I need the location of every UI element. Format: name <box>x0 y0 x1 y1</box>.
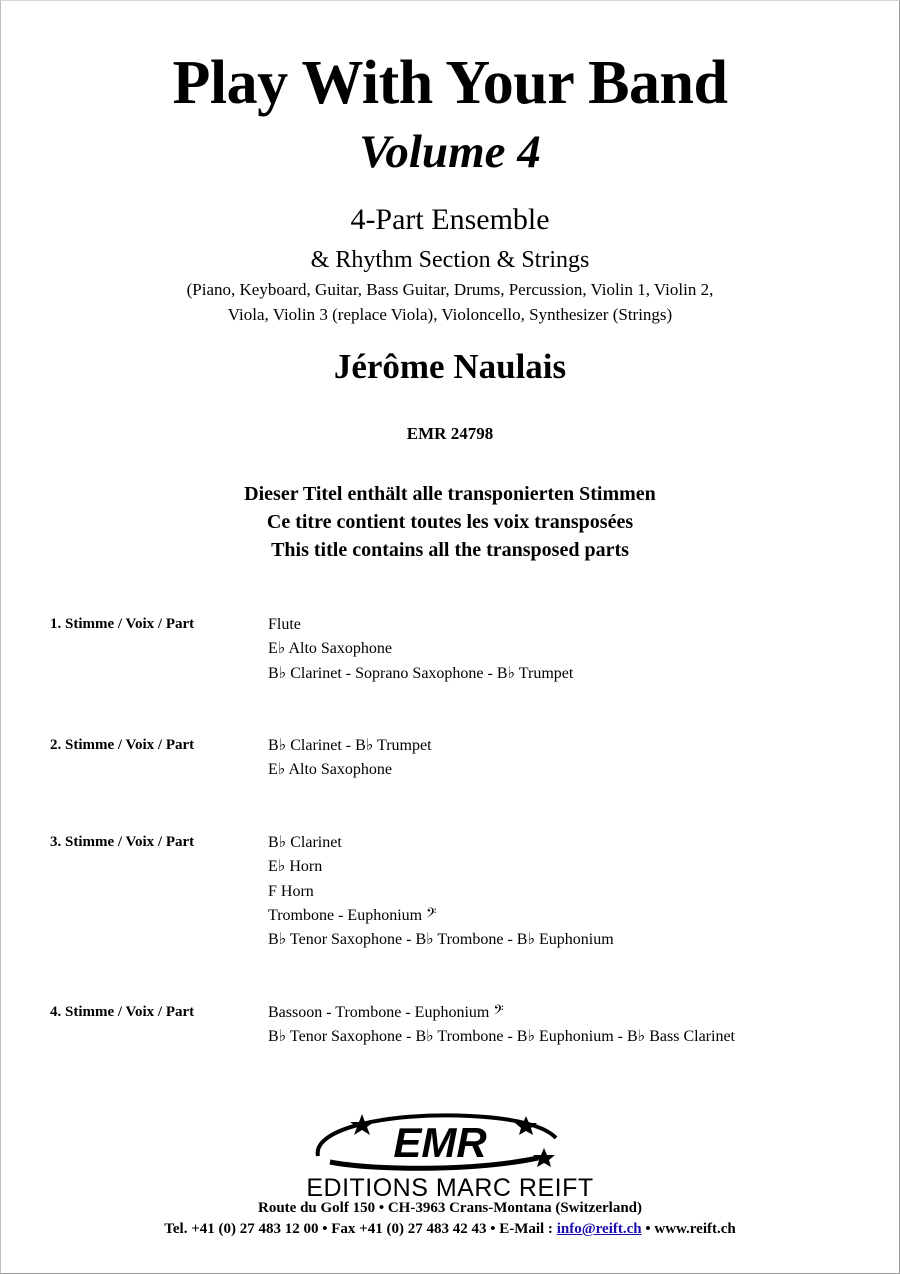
transposition-note-en: This title contains all the transposed parts <box>271 539 629 561</box>
composer-name: Jérôme Naulais <box>333 347 567 386</box>
part-2-instruments <box>268 734 432 783</box>
volume-subtitle: Volume 4 <box>359 126 541 178</box>
part-1-instruments <box>268 613 573 686</box>
publisher-address: Route du Golf 150 • CH-3963 Crans-Montana (Switzerland) <box>258 1200 642 1216</box>
part-instrument: Flute <box>268 616 301 633</box>
part-instrument: B♭ Clarinet - B♭ Trumpet <box>268 737 432 754</box>
rhythm-section-note: & Rhythm Section & Strings <box>310 247 590 273</box>
instrument-list-line-2: Viola, Violin 3 (replace Viola), Violoncello, Synthesizer (Strings) <box>227 305 673 324</box>
emr-logo-graphic <box>300 1108 580 1178</box>
star-icon <box>350 1114 374 1135</box>
emr-logo <box>300 1108 580 1178</box>
page-title: Play With Your Band <box>172 49 728 117</box>
part-instrument: Bassoon - Trombone - Euphonium 𝄢 <box>268 1004 504 1021</box>
ensemble-type: 4-Part Ensemble <box>350 203 550 236</box>
part-3-instruments <box>268 831 614 952</box>
part-instrument: B♭ Tenor Saxophone - B♭ Trombone - B♭ Euphonium - B♭ Bass Clarinet <box>268 1028 735 1046</box>
part-instrument: B♭ Clarinet <box>268 834 342 851</box>
part-instrument: E♭ Alto Saxophone <box>268 761 392 779</box>
part-instrument: Trombone - Euphonium 𝄢 <box>268 906 437 924</box>
part-3-label: 3. Stimme / Voix / Part <box>50 834 195 850</box>
contact-website: • www.reift.ch <box>641 1221 736 1237</box>
email-link[interactable]: info@reift.ch <box>556 1221 642 1237</box>
star-icon <box>533 1148 555 1167</box>
logo-text: EMR <box>393 1119 487 1166</box>
part-instrument: E♭ Alto Saxophone <box>268 640 392 658</box>
transposition-note-fr: Ce titre contient toutes les voix transposées <box>266 511 634 533</box>
contact-phone-fax: Tel. +41 (0) 27 483 12 00 • Fax +41 (0) 27 483 42 43 • E-Mail : <box>164 1221 557 1237</box>
catalog-number: EMR 24798 <box>406 424 494 443</box>
part-instrument: F Horn <box>268 882 314 900</box>
part-instrument: B♭ Clarinet - Soprano Saxophone - B♭ Trumpet <box>268 664 574 682</box>
publisher-contact <box>0 1218 900 1240</box>
part-1-label: 1. Stimme / Voix / Part <box>50 616 195 632</box>
part-instrument: E♭ Horn <box>268 858 323 876</box>
part-instrument: B♭ Tenor Saxophone - B♭ Trombone - B♭ Euphonium <box>268 931 614 949</box>
star-icon <box>515 1116 537 1135</box>
transposition-note-de: Dieser Titel enthält alle transponierten Stimmen <box>244 483 656 505</box>
part-4-instruments <box>268 1001 735 1050</box>
part-2-label: 2. Stimme / Voix / Part <box>50 737 195 753</box>
publisher-name: EDITIONS MARC REIFT <box>306 1174 594 1202</box>
instrument-list-line-1: (Piano, Keyboard, Guitar, Bass Guitar, Drums, Percussion, Violin 1, Violin 2, <box>186 280 714 299</box>
part-4-label: 4. Stimme / Voix / Part <box>50 1004 195 1020</box>
